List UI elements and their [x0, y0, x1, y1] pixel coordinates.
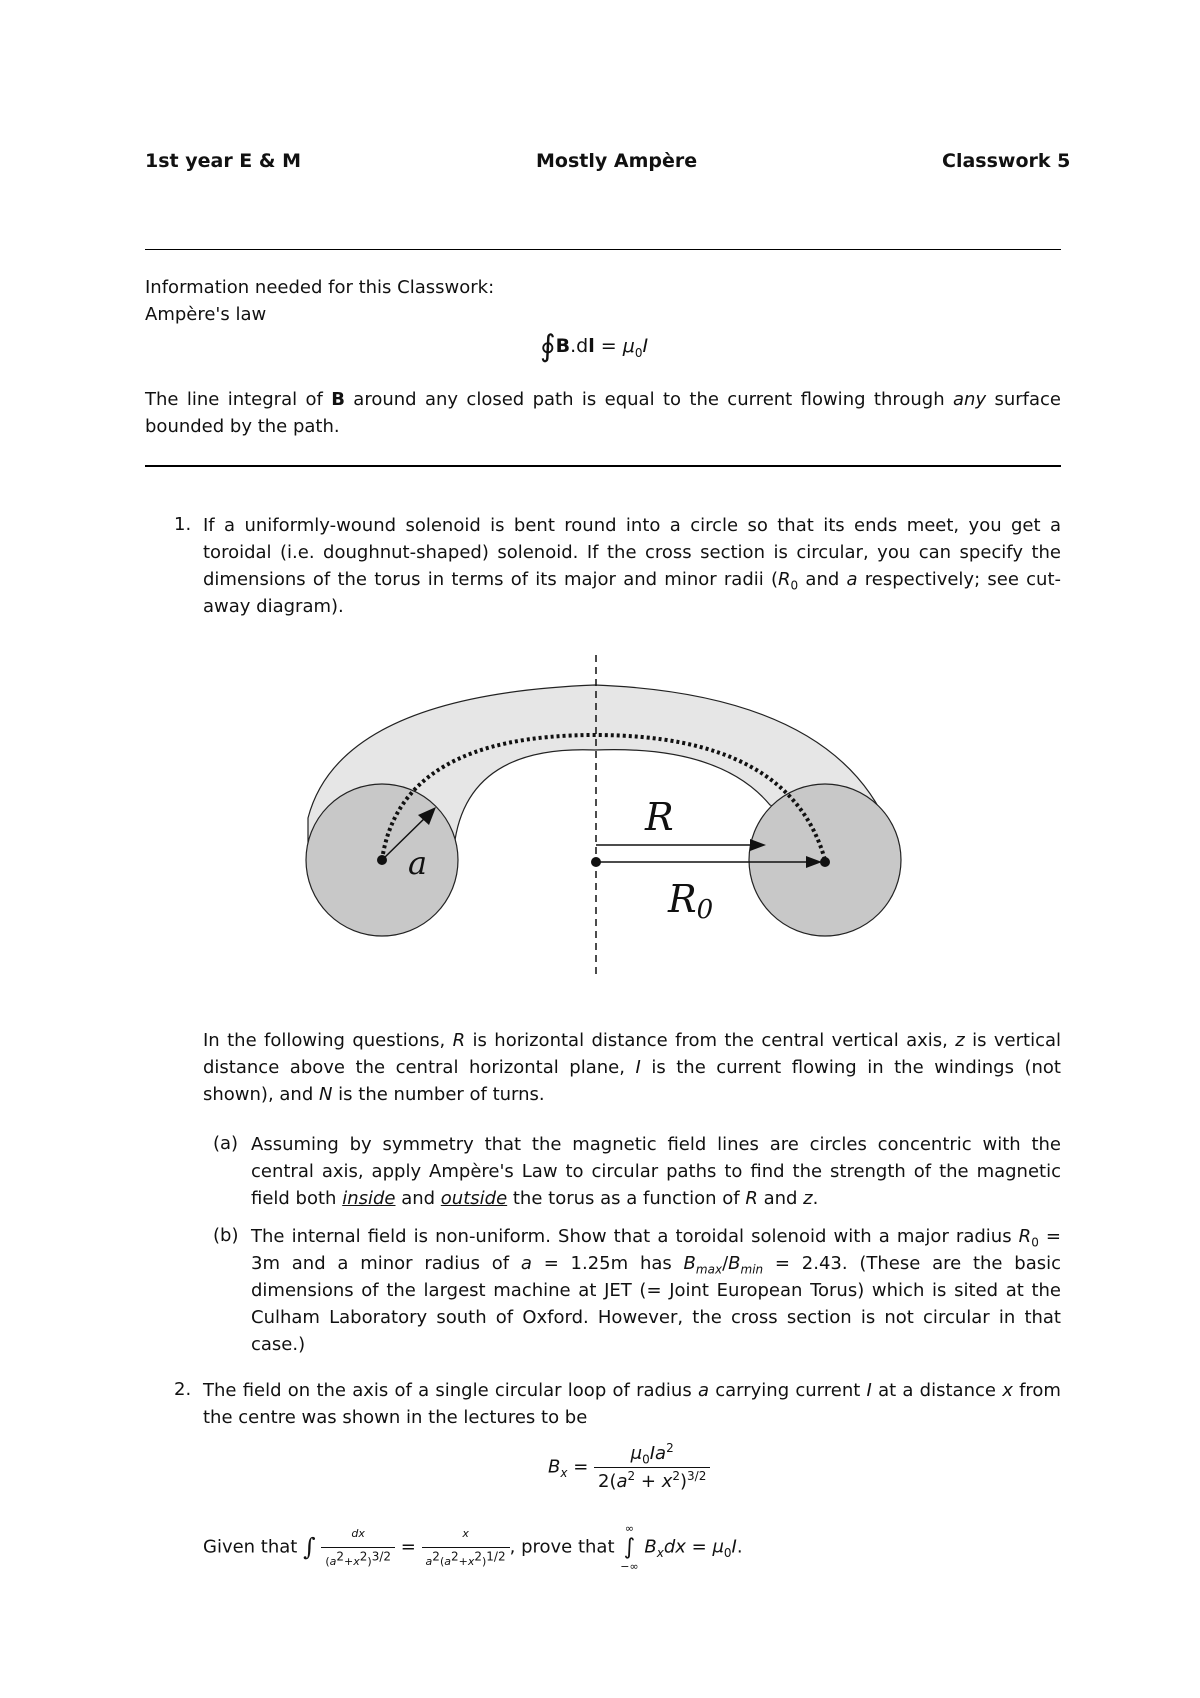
q2-formula: $B_x$ = $\frac{\mu_0Ia^2}{2(a^2 + x^2)^{3/2}}$ — [548, 1440, 710, 1495]
q1b-text: The internal field is non-uniform. Show that a toroidal solenoid with a major radius $R_0 = 3m$ and a minor radius of a = 1.25m has $B_{max}/B_{min} = 2.43$. (These are the basic dimensions of the largest machine at JET (= Joint European Torus) which is sited at the Culham Laboratory south of Oxford. However, the cross section is not circular in that case.) — [251, 1226, 1062, 1355]
header-center: Mostly Ampère — [536, 150, 698, 172]
header-right: Classwork 5 — [942, 150, 1071, 172]
q2-text: The field on the axis of a single circular loop of radius a carrying current I at a distance x from the centre was shown in the lectures to be — [203, 1380, 1061, 1428]
q1-text: If a uniformly-wound solenoid is bent round into a circle so that its ends meet, you get a toroidal (i.e. doughnut-shaped) solenoid. If the cross section is circular, you can specify the dimensions of the torus in terms of its major and minor radii ($R_0$ and a respectively; see cut-away diagram). — [203, 515, 1061, 617]
label-a: a — [408, 844, 428, 882]
q2-number: 2. — [174, 1379, 192, 1400]
torus-diagram — [290, 650, 910, 980]
top-rule — [145, 249, 1061, 250]
q1b-label: (b) — [213, 1225, 239, 1246]
q1a-text: Assuming by symmetry that the magnetic field lines are circles concentric with the central axis, apply Ampère's Law to circular paths to find the strength of the magnetic field both inside and outside the torus as a function of R and z. — [251, 1134, 1061, 1209]
ampere-equation: ∮B.dl = $\mu_0I$ — [540, 329, 649, 364]
label-R: R — [645, 795, 674, 839]
q1a-label: (a) — [213, 1133, 239, 1154]
header-left: 1st year E & M — [145, 150, 301, 172]
q1-number: 1. — [174, 514, 192, 535]
q1-intro: In the following questions, R is horizontal distance from the central vertical axis, z is vertical distance above the central horizontal plane, I is the current flowing in the windings (not shown), and N is the number of turns. — [203, 1030, 1061, 1105]
bottom-rule — [145, 465, 1061, 467]
q2-given: Given that ∫ $\frac{dx}{(a^2+x^2)^{3/2}}$ = $\frac{x}{a^2(a^2+x^2)^{1/2}}$ , prove that ∞ ∫ −∞ $B_xdx = \mu_0I$. — [203, 1521, 743, 1573]
label-R0: R0 — [668, 877, 714, 925]
info-line1: Information needed for this Classwork: — [145, 277, 495, 298]
info-line2: Ampère's law — [145, 304, 267, 325]
info-statement: The line integral of B around any closed path is equal to the current flowing through any surface bounded by the path. — [145, 389, 1061, 437]
